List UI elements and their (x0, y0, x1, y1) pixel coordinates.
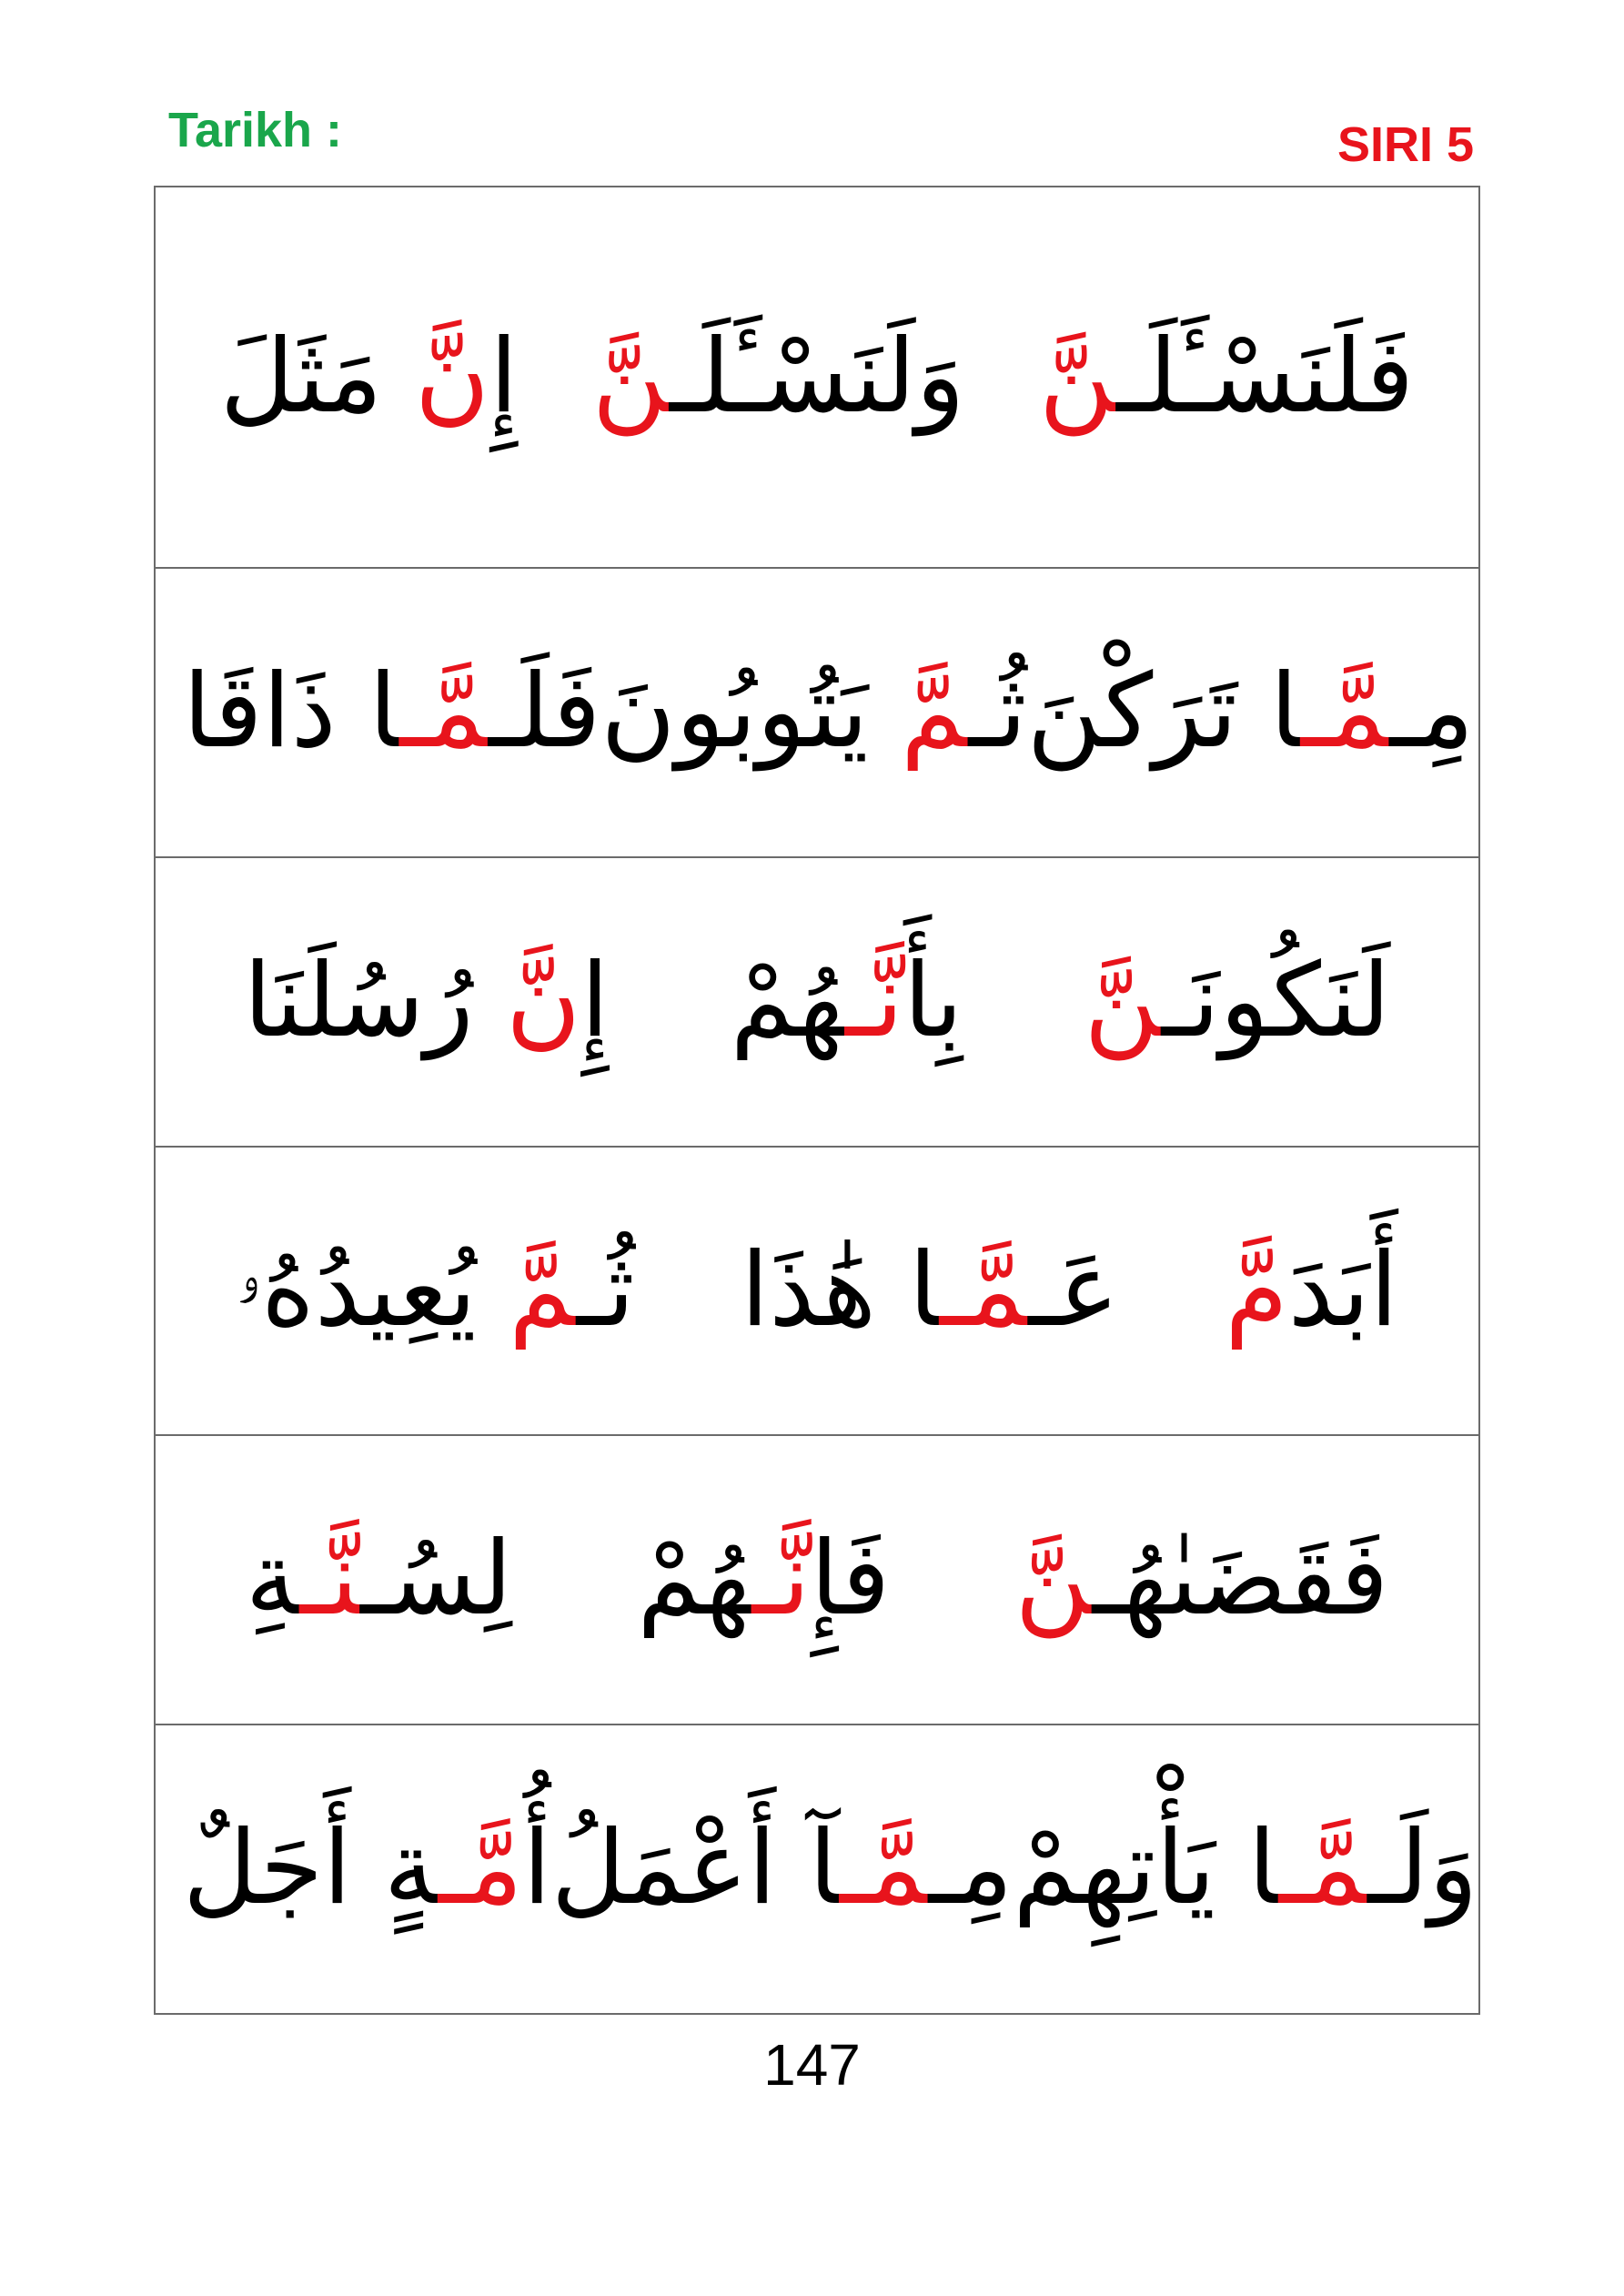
word-cell: ثُـمَّ يُعِيدُهُۥ (236, 1230, 635, 1350)
word-cell: فَقَضَىٰهُـنَّ (1014, 1520, 1389, 1639)
word-cell: عَـمَّـا هَٰذَا (741, 1230, 1120, 1350)
word-cell: إِنَّ مَثَلَ (219, 317, 519, 436)
grid-row-1 (156, 187, 1478, 567)
word-cell: فَإِنَّـهُمْ (637, 1520, 891, 1639)
word-cell: أَبَدَمَّ (1225, 1230, 1398, 1350)
word-grid (154, 186, 1480, 2015)
word-cell: بِأَنَّـهُمْ (730, 941, 963, 1060)
word-cell: ثُـمَّ يَتُوبُونَ (600, 652, 1027, 771)
word-cell: أُمَّـةٍ أَجَلٌ (183, 1809, 551, 1928)
grid-row-6 (156, 1724, 1478, 2013)
word-cell: مِـمَّـآ أَعْمَلُ (550, 1809, 1014, 1928)
word-cell: لَنَكُونَـنَّ (1084, 941, 1391, 1060)
word-cell: إِنَّ رُسُلَنَا (243, 941, 610, 1060)
grid-row-3 (156, 856, 1478, 1146)
grid-row-5 (156, 1434, 1478, 1724)
date-label: Tarikh : (168, 103, 343, 157)
word-cell: فَلَنَسْـَٔلَـنَّ (1039, 317, 1415, 436)
page-number: 147 (763, 2032, 861, 2098)
word-cell: لِسُـنَّـةِ (245, 1520, 513, 1639)
grid-row-2 (156, 567, 1478, 856)
word-cell: وَلَنَسْـَٔلَـنَّ (591, 317, 965, 436)
grid-row-4 (156, 1146, 1478, 1435)
word-cell: وَلَـمَّـا يَأْتِهِمْ (1013, 1809, 1478, 1928)
word-cell: مِـمَّـا تَرَكْنَ (1026, 652, 1475, 771)
word-cell: فَلَـمَّـا ذَاقَا (183, 652, 601, 771)
series-label: SIRI 5 (1337, 117, 1474, 172)
